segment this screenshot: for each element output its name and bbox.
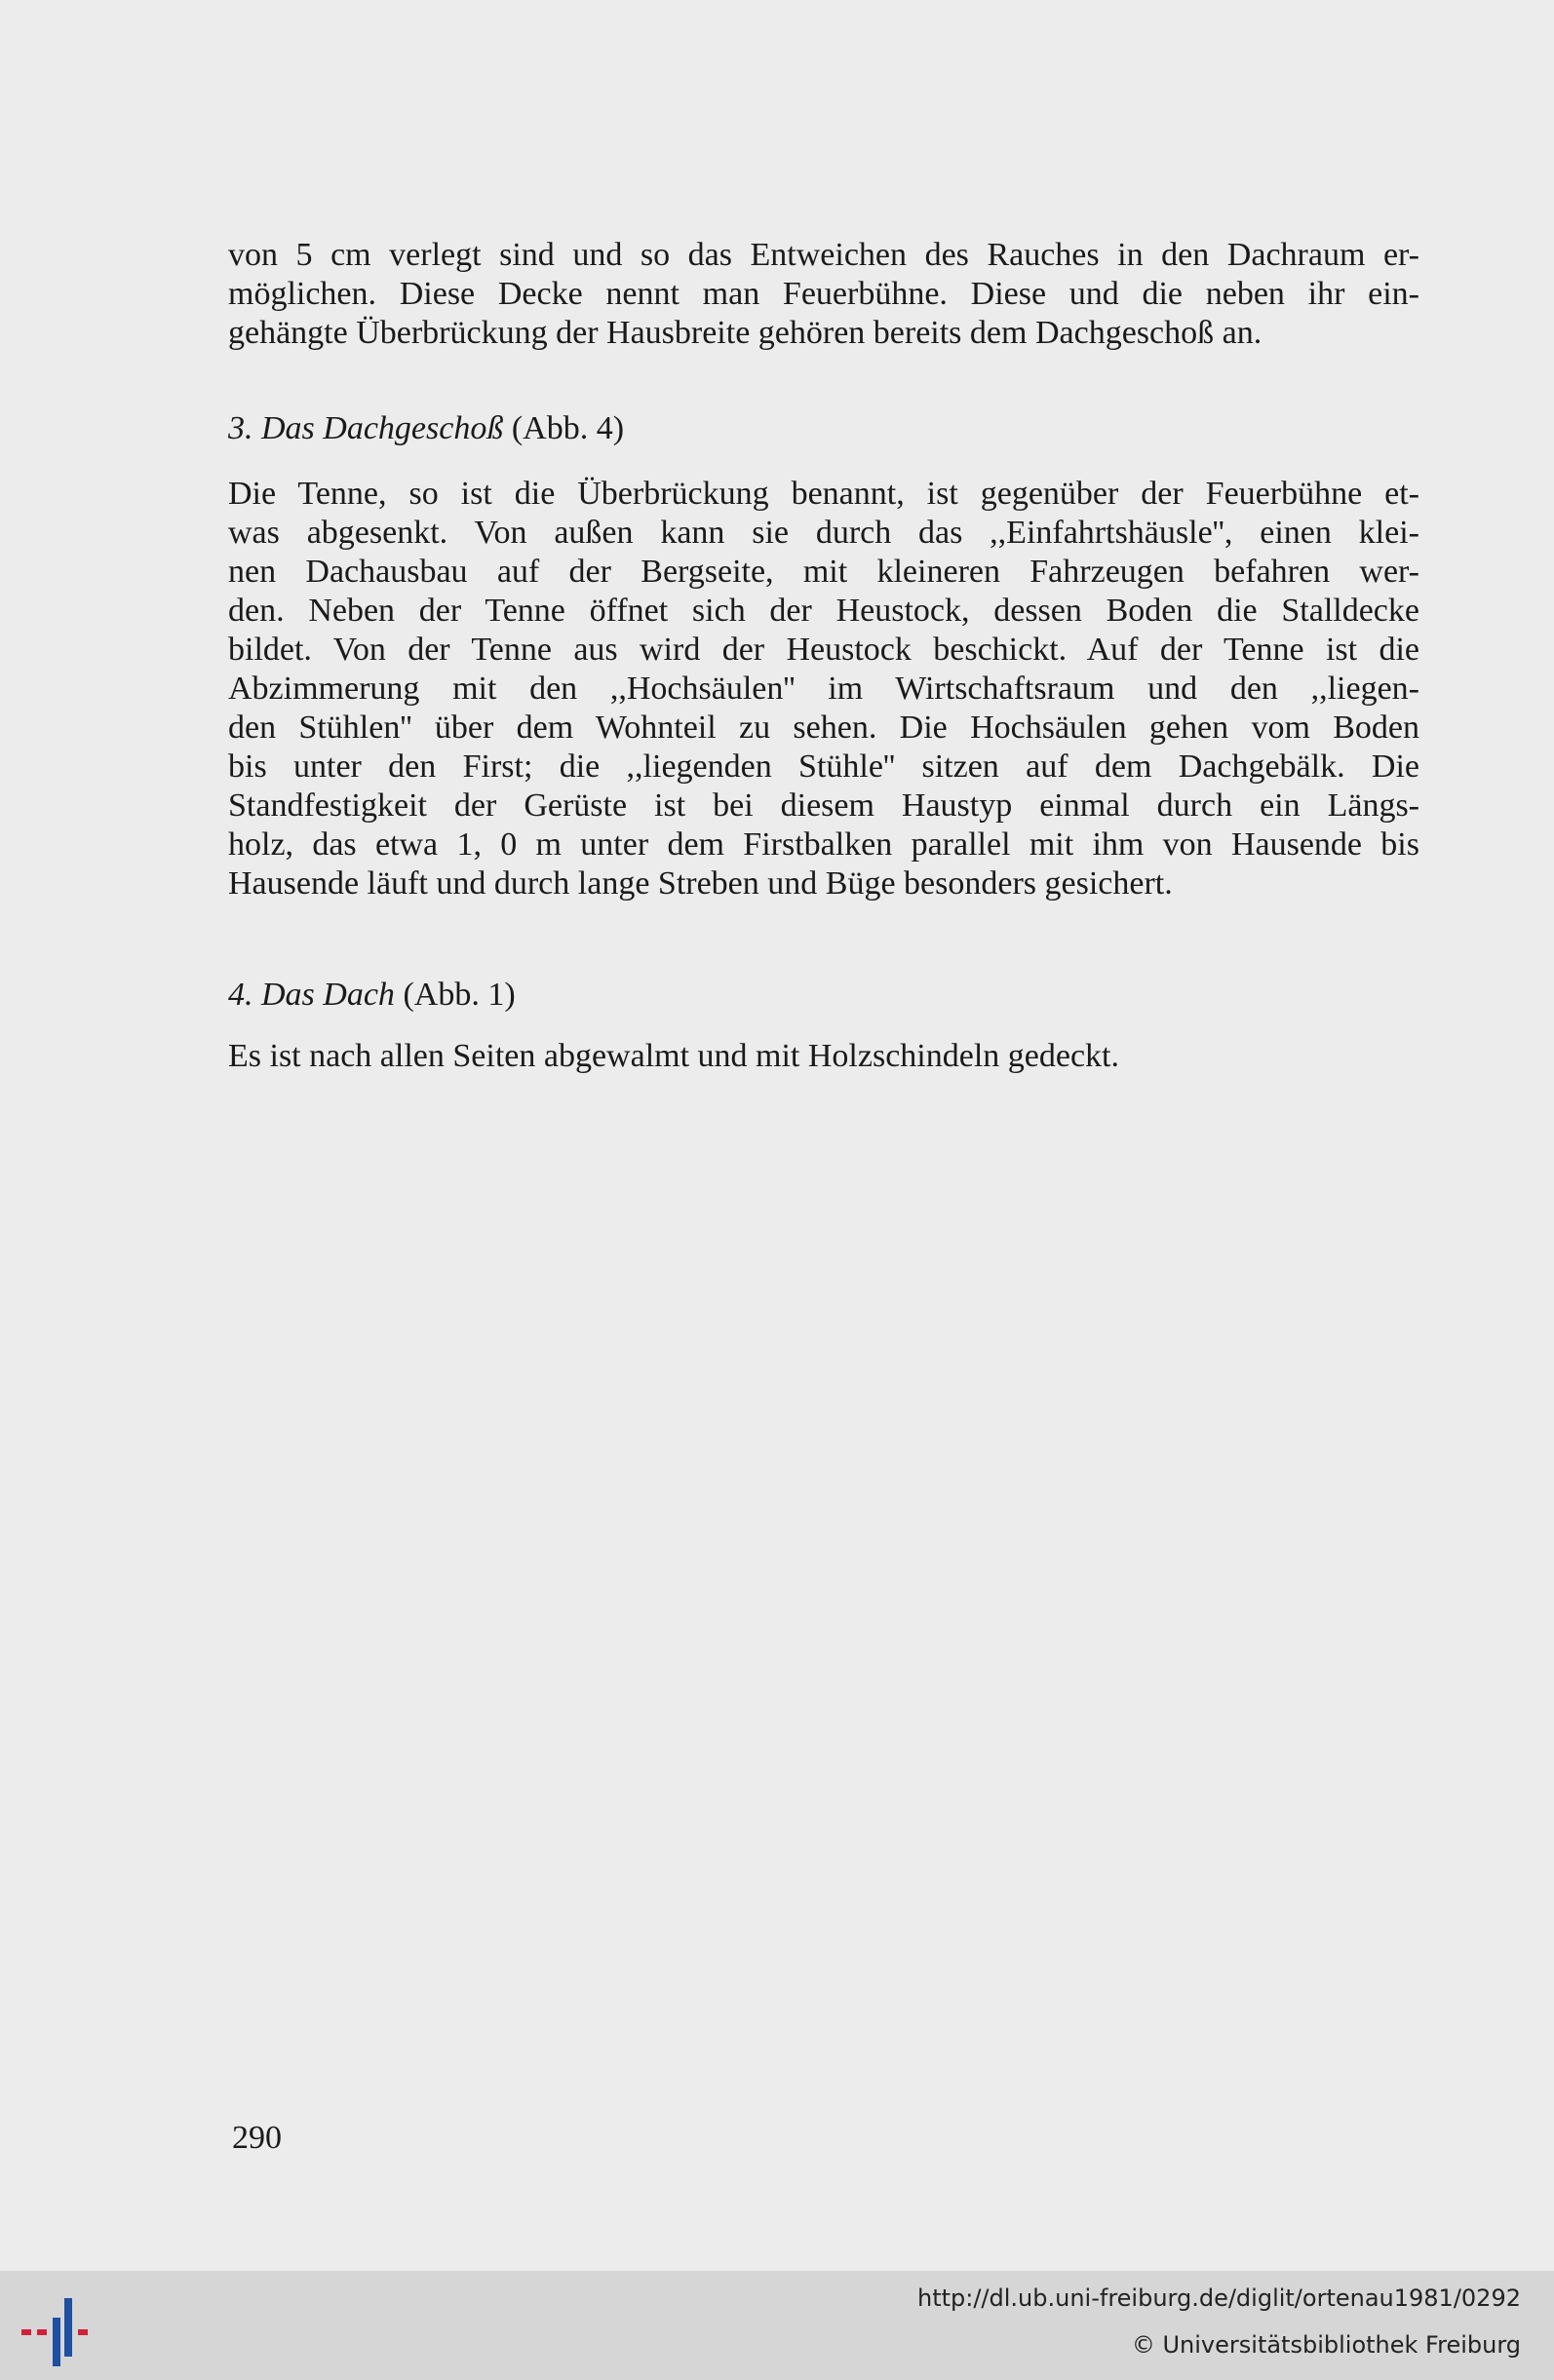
text-line: was abgesenkt. Von außen kann sie durch das ,,Einfahrtshäusle'', einen klei- [228,515,1419,551]
copyright-text: © Universitätsbibliothek Freiburg [1131,2331,1521,2359]
heading-title: Das Dachgeschoß [261,410,504,446]
text-line: Abzimmerung mit den ,,Hochsäulen'' im Wirtschaftsraum und den ,,liegen- [228,671,1419,707]
text-line: den. Neben der Tenne öffnet sich der Heustock, dessen Boden die Stalldecke [228,593,1419,629]
text-line: Hausende läuft und durch lange Streben und Büge besonders gesichert. [228,865,1173,902]
text-line: möglichen. Diese Decke nennt man Feuerbühne. Diese und die neben ihr ein- [228,276,1419,312]
heading-title: Das Dach [261,977,395,1013]
text-line: nen Dachausbau auf der Bergseite, mit kleineren Fahrzeugen befahren wer- [228,554,1419,590]
section-heading-3 [228,409,624,448]
source-link[interactable]: http://dl.ub.uni-freiburg.de/diglit/ortenau1981/0292 [916,2284,1521,2312]
text-line: gehängte Überbrückung der Hausbreite gehören bereits dem Dachgeschoß an. [228,315,1263,351]
section-heading-4 [228,976,516,1015]
text-line: holz, das etwa 1, 0 m unter dem Firstbalken parallel mit ihm von Hausende bis [228,826,1419,863]
text-line: Es ist nach allen Seiten abgewalmt und mit Holzschindeln gedeckt. [228,1038,1119,1074]
text-line: bis unter den First; die ,,liegenden Stühle'' sitzen auf dem Dachgebälk. Die [228,749,1419,785]
footer-bar [0,2271,1554,2380]
page-number: 290 [232,2120,282,2156]
heading-number: 4. [228,977,253,1013]
text-line: Die Tenne, so ist die Überbrückung benannt, ist gegenüber der Feuerbühne et- [228,476,1419,512]
heading-ref: (Abb. 1) [403,977,516,1013]
heading-number: 3. [228,410,253,446]
text-line: Standfestigkeit der Gerüste ist bei diesem Haustyp einmal durch ein Längs- [228,787,1419,824]
text-line: von 5 cm verlegt sind und so das Entweichen des Rauches in den Dachraum er- [228,237,1419,273]
paragraph-3 [228,1037,1419,1076]
library-logo [16,2288,103,2376]
text-line: bildet. Von der Tenne aus wird der Heustock beschickt. Auf der Tenne ist die [228,632,1419,668]
heading-ref: (Abb. 4) [511,410,625,446]
paragraph-1 [228,236,1419,353]
text-line: den Stühlen'' über dem Wohnteil zu sehen. Die Hochsäulen gehen vom Boden [228,710,1419,746]
paragraph-2 [228,475,1419,903]
